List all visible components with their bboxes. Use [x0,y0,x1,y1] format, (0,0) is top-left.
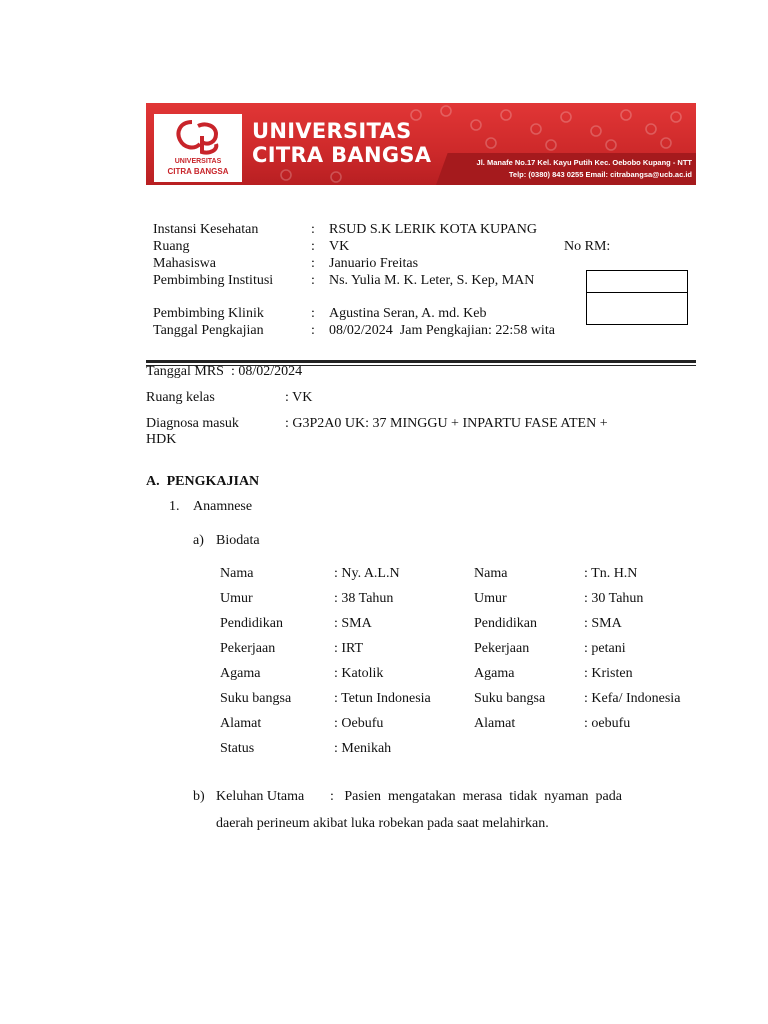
logo-text-line2: CITRA BANGSA [167,167,229,176]
biodata-value-husband: : oebufu [584,716,631,731]
value-ruang: VK [329,239,350,254]
biodata-value-husband: : petani [584,641,626,656]
value-diagnosa: : G3P2A0 UK: 37 MINGGU + INPARTU FASE ATEN + [285,416,608,431]
biodata-label-patient: Status [220,741,255,756]
label-ruang-kelas: Ruang kelas [146,390,215,405]
no-rm-label: No RM: [564,239,611,254]
biodata-value-patient: : IRT [334,641,364,656]
logo-emblem-icon [172,118,224,156]
biodata-value-patient: : Ny. A.L.N [334,566,400,581]
biodata-value-husband: : Kefa/ Indonesia [584,691,681,706]
biodata-label-patient: Pendidikan [220,616,283,631]
tanggal-mrs: Tanggal MRS : 08/02/2024 [146,364,303,379]
biodata-label-husband: Alamat [474,716,516,731]
university-address: Jl. Manafe No.17 Kel. Kayu Putih Kec. Oebobo Kupang - NTT [476,158,692,167]
university-name-line2: CITRA BANGSA [252,143,432,167]
label-ruang: Ruang [153,239,190,254]
sub-a-letter: a) [193,533,204,548]
item-1-number: 1. [169,499,180,514]
value-instansi: RSUD S.K LERIK KOTA KUPANG [329,222,537,237]
value-mahasiswa: Januario Freitas [329,256,419,271]
biodata-value-patient: : Oebufu [334,716,384,731]
sub-a-label: Biodata [216,533,260,548]
colon: : [311,323,315,338]
biodata-label-husband: Pendidikan [474,616,537,631]
biodata-value-patient: : SMA [334,616,372,631]
colon: : [311,256,315,271]
label-tanggal-pengkajian: Tanggal Pengkajian [153,323,264,338]
keluhan-label: Keluhan Utama [216,789,305,804]
university-contact: Telp: (0380) 843 0255 Email: citrabangsa@ucb.ac.id [508,170,692,179]
value-ruang-kelas: : VK [285,390,313,405]
section-a-title: A. PENGKAJIAN [146,474,260,489]
value-tanggal-pengkajian: 08/02/2024 Jam Pengkajian: 22:58 wita [329,323,555,338]
biodata-value-patient: : Katolik [334,666,384,681]
biodata-label-husband: Suku bangsa [474,691,546,706]
biodata-value-patient: : Tetun Indonesia [334,691,431,706]
value-diagnosa-cont: HDK [146,432,177,447]
colon: : [311,306,315,321]
colon: : [311,273,315,288]
biodata-label-husband: Umur [474,591,507,606]
letterhead-banner [146,103,696,185]
value-pembimbing-institusi: Ns. Yulia M. K. Leter, S. Kep, MAN [329,273,535,288]
biodata-value-husband: : SMA [584,616,622,631]
biodata-label-patient: Nama [220,566,254,581]
keluhan-line1: : Pasien mengatakan merasa tidak nyaman pada [330,789,622,804]
biodata-label-patient: Agama [220,666,261,681]
biodata-label-patient: Alamat [220,716,262,731]
university-name-line1: UNIVERSITAS [252,119,412,143]
biodata-label-husband: Pekerjaan [474,641,530,656]
university-logo [154,114,242,182]
signature-box-bottom [586,292,688,325]
label-pembimbing-klinik: Pembimbing Klinik [153,306,264,321]
biodata-label-husband: Agama [474,666,515,681]
value-pembimbing-klinik: Agustina Seran, A. md. Keb [329,306,487,321]
biodata-value-husband: : 30 Tahun [584,591,644,606]
label-diagnosa: Diagnosa masuk [146,416,239,431]
sub-b-letter: b) [193,789,205,804]
biodata-value-patient: : 38 Tahun [334,591,394,606]
biodata-value-husband: : Tn. H.N [584,566,638,581]
signature-box-top [586,270,688,294]
label-instansi: Instansi Kesehatan [153,222,259,237]
label-pembimbing-institusi: Pembimbing Institusi [153,273,274,288]
biodata-label-patient: Suku bangsa [220,691,292,706]
colon: : [311,222,315,237]
biodata-value-patient: : Menikah [334,741,392,756]
keluhan-line2: daerah perineum akibat luka robekan pada saat melahirkan. [216,816,549,831]
colon: : [311,239,315,254]
item-1-label: Anamnese [193,499,253,514]
biodata-label-patient: Pekerjaan [220,641,276,656]
biodata-label-patient: Umur [220,591,253,606]
logo-text-line1: UNIVERSITAS [174,158,222,165]
label-mahasiswa: Mahasiswa [153,256,216,271]
biodata-label-husband: Nama [474,566,508,581]
biodata-value-husband: : Kristen [584,666,633,681]
